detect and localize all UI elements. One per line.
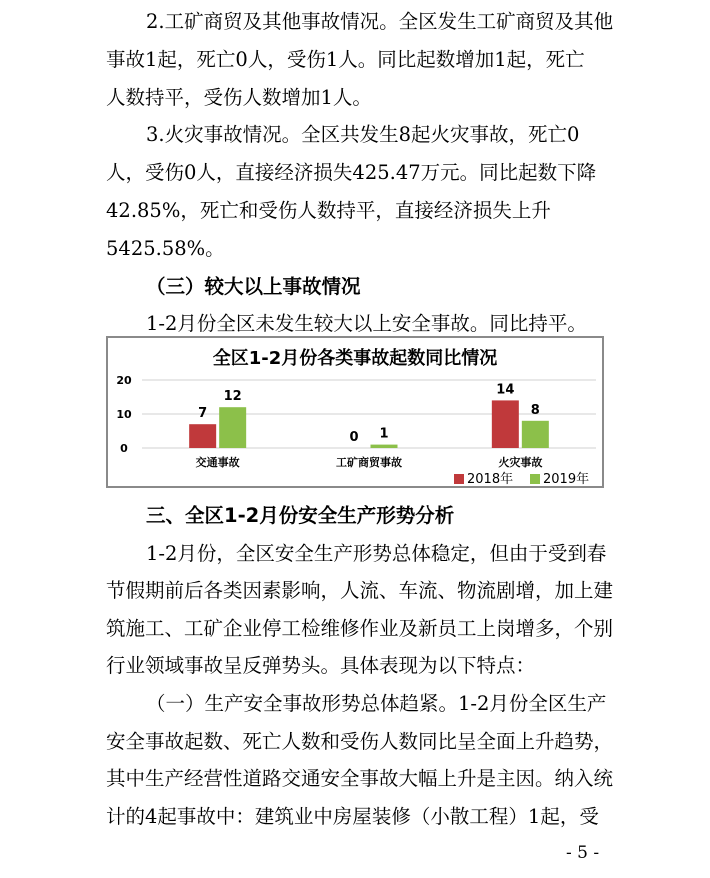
bar-2018年-交通事故 <box>189 424 216 448</box>
text-line: 42.85%，死亡和受伤人数持平，直接经济损失上升 <box>106 199 551 222</box>
text-line: 人，受伤0人，直接经济损失425.47万元。同比起数下降 <box>106 161 597 185</box>
data-label: 8 <box>530 402 540 418</box>
data-label: 12 <box>223 389 242 405</box>
text-line: 人数持平，受伤人数增加1人。 <box>106 85 372 109</box>
text-line: 行业领域事故呈反弹势头。具体表现为以下特点： <box>106 654 536 678</box>
data-label: 1 <box>379 426 389 442</box>
text-line: 2.工矿商贸及其他事故情况。全区发生工矿商贸及其他 <box>146 10 614 33</box>
text-line: 3.火灾事故情况。全区共发生8起火灾事故，死亡0 <box>146 123 580 147</box>
bar-2019年-工矿商贸事故 <box>371 445 398 448</box>
y-tick-label: 20 <box>116 374 132 387</box>
y-tick-label: 10 <box>116 408 132 421</box>
legend-label: 2018年 <box>467 472 514 486</box>
text-line: （一）生产安全事故形势总体趋紧。1-2月份全区生产 <box>146 692 607 715</box>
text-line: 其中生产经营性道路交通安全事故大幅上升是主因。纳入统 <box>106 767 614 791</box>
category-label: 工矿商贸事故 <box>336 456 402 469</box>
y-tick-label: 0 <box>120 442 128 455</box>
legend-label: 2019年 <box>543 472 590 486</box>
bar-2019年-交通事故 <box>219 407 246 448</box>
data-label: 0 <box>349 430 359 445</box>
category-label: 交通事故 <box>195 456 240 469</box>
chart-title: 全区1-2月份各类事故起数同比情况 <box>212 348 498 369</box>
text-line: 事故1起，死亡0人，受伤1人。同比起数增加1起，死亡 <box>106 47 585 71</box>
legend-swatch <box>530 474 540 484</box>
text-line: 节假期前后各类因素影响，人流、车流、物流剧增，加上建 <box>106 579 614 603</box>
text-line: 5425.58%。 <box>106 236 225 260</box>
text-line: 计的4起事故中：建筑业中房屋装修（小散工程）1起，受 <box>106 804 599 828</box>
text-line: 安全事故起数、死亡人数和受伤人数同比呈全面上升趋势， <box>106 729 614 753</box>
text-line: 1-2月份，全区安全生产形势总体稳定，但由于受到春 <box>146 541 607 565</box>
bar-2018年-火灾事故 <box>492 400 519 448</box>
data-label: 14 <box>496 382 515 398</box>
text-line: 筑施工、工矿企业停工检维修作业及新员工上岗增多，个别 <box>106 616 614 640</box>
category-label: 火灾事故 <box>498 456 543 469</box>
text-line: 1-2月份全区未发生较大以上安全事故。同比持平。 <box>146 312 587 336</box>
legend-swatch <box>454 474 464 484</box>
section-heading: 三、全区1-2月份安全生产形势分析 <box>146 504 455 527</box>
bar-chart <box>106 336 604 488</box>
data-label: 7 <box>198 406 208 422</box>
chart-svg <box>108 338 602 486</box>
page-number: - 5 - <box>566 843 600 863</box>
section-heading: （三）较大以上事故情况 <box>146 274 361 298</box>
bar-2019年-火灾事故 <box>522 421 549 448</box>
